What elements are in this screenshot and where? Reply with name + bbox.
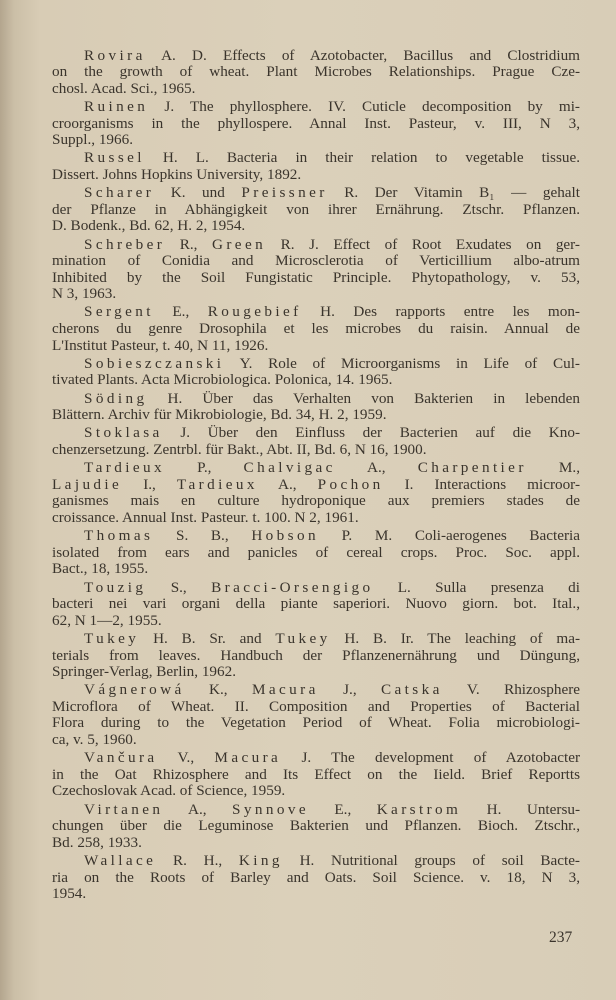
- reference-line: [52, 493, 580, 510]
- author-name: Vágnerowá: [84, 682, 185, 699]
- reference-text: terials from leaves. Handbuch der Pflanzenernährung und Düngung,: [52, 647, 580, 664]
- reference-line: [52, 442, 580, 459]
- reference-text: on the growth of wheat. Plant Microbes Relationships. Prague Cze-: [52, 64, 580, 81]
- author-name: Hobson: [251, 528, 319, 545]
- author-name: Wallace: [84, 853, 157, 869]
- reference-text: R.,: [165, 236, 212, 253]
- page-number: 237: [549, 929, 573, 946]
- author-name: Ruinen: [84, 98, 149, 115]
- reference-text: R. Der Vitamin B₁ — gehalt: [327, 185, 580, 202]
- reference-text: S.,: [146, 579, 212, 596]
- reference-line: [52, 648, 580, 665]
- reference-line: [52, 253, 580, 270]
- reference-line: [52, 132, 580, 149]
- reference-text: A.,: [163, 801, 232, 818]
- reference-entry: [52, 99, 580, 149]
- reference-text: A.,: [335, 460, 418, 477]
- author-name: Catska: [381, 682, 443, 699]
- reference-line: [52, 682, 580, 699]
- author-name: Rovira: [84, 47, 146, 64]
- reference-line: [52, 802, 580, 819]
- reference-line: [52, 767, 580, 784]
- author-name: Green: [211, 236, 267, 253]
- reference-line: [52, 545, 580, 562]
- reference-line: [52, 631, 580, 648]
- author-name: Söding: [84, 390, 148, 407]
- reference-line: [52, 48, 580, 65]
- reference-line: [52, 853, 580, 870]
- reference-text: D. Bodenk., Bd. 62, H. 2, 1954.: [52, 218, 246, 235]
- reference-text: chenzersetzung. Zentrbl. für Bakt., Abt. II, Bd. 6, N 16, 1900.: [52, 442, 427, 458]
- author-name: Tardieux: [84, 460, 165, 477]
- reference-text: ganismes mais en culture hydroponique aux premiers stades de: [52, 493, 580, 510]
- reference-line: [52, 150, 580, 167]
- reference-entry: [52, 460, 580, 526]
- author-name: Russel: [84, 150, 145, 167]
- author-name: Thomas: [84, 528, 154, 545]
- reference-text: I. Interactions microor-: [383, 476, 580, 493]
- reference-text: ca, v. 5, 1960.: [52, 732, 137, 749]
- reference-line: [52, 818, 580, 835]
- reference-text: Springer-Verlag, Berlin, 1962.: [52, 664, 237, 681]
- reference-text: K.,: [184, 682, 252, 699]
- author-name: Karstrom: [376, 801, 462, 818]
- reference-text: isolated from ears and panicles of cereal crops. Proc. Soc. appl.: [52, 544, 580, 561]
- reference-line: [52, 870, 580, 887]
- reference-text: ria on the Roots of Barley and Oats. Soil Science. v. 18, N 3,: [52, 869, 580, 886]
- reference-text: Dissert. Johns Hopkins University, 1892.: [52, 166, 302, 183]
- reference-line: [52, 286, 580, 303]
- reference-text: E.,: [308, 801, 377, 818]
- reference-entry: [52, 750, 580, 800]
- reference-text: S. B.,: [153, 528, 252, 545]
- reference-text: H. Nutritional groups of soil Bacte-: [282, 853, 580, 869]
- reference-line: [52, 783, 580, 800]
- author-name: Lajudie: [52, 476, 123, 493]
- reference-text: E.,: [153, 304, 208, 321]
- reference-line: [52, 64, 580, 81]
- author-name: Synnove: [232, 801, 309, 818]
- reference-text: V.,: [157, 750, 215, 767]
- reference-text: Bact., 18, 1955.: [52, 561, 149, 578]
- author-name: Tukey: [84, 630, 140, 647]
- author-name: Charpentier: [417, 460, 527, 477]
- reference-line: [52, 202, 580, 219]
- reference-entry: [52, 304, 580, 354]
- author-name: Macura: [251, 682, 319, 699]
- reference-line: [52, 510, 580, 527]
- author-name: Vančura: [84, 750, 158, 767]
- reference-text: 62, N 1—2, 1955.: [52, 612, 162, 629]
- reference-text: Blättern. Archiv für Mikrobiologie, Bd. 34, H. 2, 1959.: [52, 407, 387, 424]
- reference-entry: [52, 853, 580, 903]
- reference-line: [52, 391, 580, 408]
- reference-line: [52, 425, 580, 442]
- reference-line: [52, 356, 580, 373]
- reference-entry: [52, 356, 580, 389]
- reference-line: [52, 477, 580, 494]
- reference-entry: [52, 631, 580, 681]
- author-name: Scharer: [84, 185, 155, 202]
- reference-text: L. Sulla presenza di: [373, 579, 580, 596]
- reference-line: [52, 460, 580, 477]
- reference-line: [52, 561, 580, 578]
- reference-entry: [52, 391, 580, 424]
- reference-text: I.,: [122, 476, 177, 493]
- reference-text: J. The development of Azotobacter: [281, 750, 580, 767]
- author-name: Schreber: [84, 236, 166, 253]
- reference-text: Y. Role of Microorganisms in Life of Cul-: [224, 355, 580, 372]
- reference-line: [52, 270, 580, 287]
- reference-entry: [52, 185, 580, 235]
- reference-entry: [52, 580, 580, 630]
- author-name: Preissner: [241, 185, 328, 202]
- reference-line: [52, 699, 580, 716]
- reference-line: [52, 715, 580, 732]
- author-name: Pochon: [317, 476, 384, 493]
- reference-text: der Pflanze in Abhängigkeit von ihrer Ernährung. Ztschr. Pflanzen.: [52, 201, 580, 218]
- author-name: Sobieszczanski: [84, 355, 225, 372]
- author-name: Chalvigac: [243, 460, 336, 477]
- author-name: Virtanen: [84, 801, 164, 818]
- reference-entry: [52, 528, 580, 578]
- reference-line: [52, 613, 580, 630]
- reference-text: Suppl., 1966.: [52, 132, 134, 149]
- reference-line: [52, 321, 580, 338]
- reference-line: [52, 750, 580, 767]
- reference-line: [52, 886, 580, 903]
- reference-text: R. J. Effect of Root Exudates on ger-: [266, 236, 580, 253]
- reference-text: in the Oat Rhizosphere and Its Effect on the Iield. Brief Reportts: [52, 766, 580, 783]
- reference-list: [52, 46, 580, 903]
- reference-line: [52, 81, 580, 98]
- reference-text: croissance. Annual Inst. Pasteur. t. 100. N 2, 1961.: [52, 509, 359, 526]
- reference-text: L'Institut Pasteur, t. 40, N 11, 1926.: [52, 337, 269, 354]
- reference-text: A.,: [257, 476, 318, 493]
- reference-text: 1954.: [52, 886, 87, 903]
- author-name: Tardieux: [176, 476, 258, 493]
- reference-entry: [52, 150, 580, 183]
- reference-text: N 3, 1963.: [52, 286, 117, 303]
- reference-text: H. L. Bacteria in their relation to vegetable tissue.: [144, 150, 580, 167]
- reference-line: [52, 580, 580, 597]
- reference-text: Bd. 258, 1933.: [52, 834, 142, 851]
- reference-text: chosl. Acad. Sci., 1965.: [52, 80, 196, 97]
- reference-line: [52, 407, 580, 424]
- reference-text: K. und: [154, 185, 242, 202]
- reference-line: [52, 528, 580, 545]
- reference-entry: [52, 425, 580, 458]
- reference-text: R. H.,: [156, 853, 239, 869]
- reference-line: [52, 664, 580, 681]
- reference-line: [52, 596, 580, 613]
- reference-line: [52, 167, 580, 184]
- reference-line: [52, 835, 580, 852]
- reference-entry: [52, 802, 580, 852]
- reference-text: Inhibited by the Soil Fungistatic Principle. Phytopathology, v. 53,: [52, 269, 580, 286]
- author-name: Bracci-Orsengigo: [211, 579, 374, 596]
- reference-line: [52, 185, 580, 202]
- reference-text: P.,: [164, 460, 244, 477]
- author-name: Tukey: [275, 630, 331, 647]
- reference-text: cherons du genre Drosophila et les microbes du raisin. Annual de: [52, 321, 580, 338]
- reference-line: [52, 304, 580, 321]
- reference-text: mination of Conidia and Microsclerotia of Verticillium albo-atrum: [52, 253, 580, 270]
- reference-text: chungen über die Leguminose Bakterien und Pflanzen. Bioch. Ztschr.,: [52, 818, 580, 835]
- reference-line: [52, 372, 580, 389]
- author-name: Sergent: [84, 304, 154, 321]
- reference-entry: [52, 237, 580, 303]
- reference-text: A. D. Effects of Azotobacter, Bacillus and Clostridium: [145, 47, 580, 64]
- reference-text: M.,: [526, 460, 580, 477]
- reference-line: [52, 99, 580, 116]
- reference-text: J. The phyllosphere. IV. Cuticle decomposition by mi-: [148, 98, 580, 115]
- author-name: Macura: [214, 750, 282, 767]
- reference-text: bacteri nei vari organi della piante saperiori. Nuovo giorn. bot. Ital.,: [52, 596, 580, 613]
- reference-text: Microflora of Wheat. II. Composition and Properties of Bacterial: [52, 698, 580, 715]
- reference-line: [52, 338, 580, 355]
- reference-line: [52, 116, 580, 133]
- reference-text: H. Des rapports entre les mon-: [301, 304, 580, 321]
- reference-line: [52, 218, 580, 235]
- reference-text: H. B. Sr. and: [139, 630, 276, 647]
- reference-text: Flora during to the Vegetation Period of Wheat. Folia microbiologi-: [52, 715, 580, 732]
- author-name: King: [238, 853, 283, 869]
- reference-text: tivated Plants. Acta Microbiologica. Polonica, 14. 1965.: [52, 372, 393, 389]
- reference-text: J.,: [318, 682, 382, 699]
- author-name: Stoklasa: [84, 425, 163, 442]
- reference-text: V. Rhizosphere: [442, 682, 580, 699]
- author-name: Touzig: [84, 579, 147, 596]
- reference-text: H. B. Ir. The leaching of ma-: [330, 630, 580, 647]
- reference-text: H. Über das Verhalten von Bakterien in lebenden: [147, 390, 580, 407]
- reference-text: J. Über den Einfluss der Bacterien auf die Kno-: [162, 425, 580, 442]
- reference-text: H. Untersu-: [461, 801, 580, 818]
- reference-entry: [52, 682, 580, 748]
- reference-entry: [52, 48, 580, 98]
- reference-line: [52, 237, 580, 254]
- author-name: Rougebief: [207, 304, 302, 321]
- reference-line: [52, 732, 580, 749]
- reference-text: P. M. Coli-aerogenes Bacteria: [318, 528, 580, 545]
- reference-text: Czechoslovak Acad. of Science, 1959.: [52, 783, 286, 800]
- reference-text: croorganisms in the phyllospere. Annal Inst. Pasteur, v. III, N 3,: [52, 115, 580, 132]
